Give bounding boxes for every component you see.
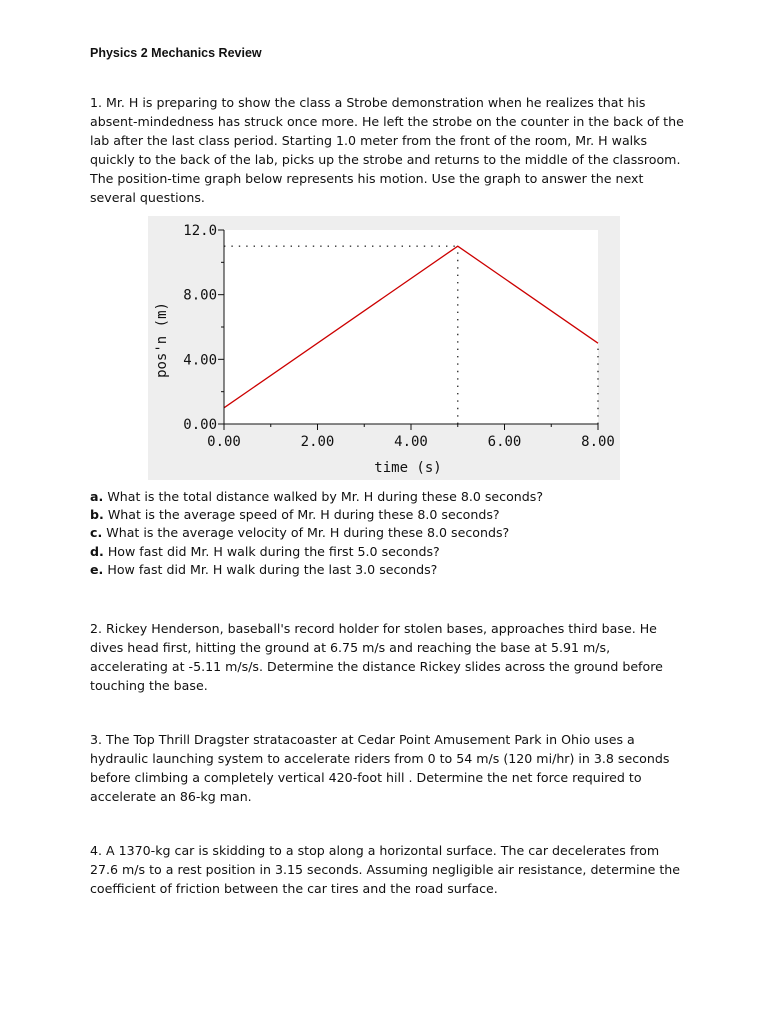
- position-time-chart-svg: [148, 216, 620, 480]
- x-axis-label: time (s): [374, 460, 442, 476]
- subquestion-e: [90, 561, 690, 579]
- subquestion-c: [90, 524, 690, 542]
- y-tick-label: 4.00: [183, 352, 217, 369]
- question-3-text: 3. The Top Thrill Dragster stratacoaster at Cedar Point Amusement Park in Ohio uses a hydraulic launching system to accelerate riders from 0 to 54 m/s (120 mi/hr) in 3.8 seconds before climbing a completely vertical 420-foot hill . Determine the net force required to accelerate an 86-kg man.: [90, 732, 670, 804]
- subquestion-letter: a.: [90, 489, 104, 504]
- y-axis-label: pos'n (m): [154, 302, 170, 378]
- plot-area: [224, 230, 598, 424]
- subquestion-text: How fast did Mr. H walk during the last 3.0 seconds?: [107, 561, 438, 577]
- y-tick-label: 8.00: [183, 287, 217, 304]
- subquestion-b: [90, 506, 690, 524]
- x-tick-label: 0.00: [207, 434, 241, 450]
- subquestion-letter: d.: [90, 543, 104, 559]
- question-4-text: 4. A 1370-kg car is skidding to a stop along a horizontal surface. The car decelerates from 27.6 m/s to a rest position in 3.15 seconds. Assuming negligible air resistance, determine the coefficient of friction between the car tires and the road surface.: [90, 843, 680, 896]
- subquestion-a: [90, 488, 690, 506]
- x-tick-label: 6.00: [487, 434, 522, 450]
- subquestion-text: What is the average velocity of Mr. H during these 8.0 seconds?: [106, 525, 510, 541]
- x-tick-label: 2.00: [300, 434, 335, 450]
- question-1-text: 1. Mr. H is preparing to show the class a Strobe demonstration when he realizes that his absent-mindedness has struck once more. He left the strobe on the counter in the back of the lab after the last class period. Starting 1.0 meter from the front of the room, Mr. H walks quickly to the back of the lab, picks up the strobe and returns to the middle of the classroom. The position-time graph below represents his motion. Use the graph to answer the next several questions.: [90, 95, 684, 205]
- question-2-text: 2. Rickey Henderson, baseball's record holder for stolen bases, approaches third base. He dives head first, hitting the ground at 6.75 m/s and reaching the base at 5.91 m/s, accelerating at -5.11 m/s/s. Determine the distance Rickey slides across the ground before touching the base.: [90, 621, 663, 693]
- question-1-subquestions: [90, 488, 690, 579]
- subquestion-text: What is the total distance walked by Mr. H during these 8.0 seconds?: [107, 489, 544, 504]
- subquestion-letter: c.: [90, 525, 103, 541]
- subquestion-d: [90, 543, 690, 561]
- subquestion-letter: b.: [90, 507, 104, 523]
- page-title: Physics 2 Mechanics Review: [90, 46, 262, 60]
- subquestion-letter: e.: [90, 561, 104, 577]
- y-tick-label: 12.0: [183, 223, 217, 239]
- subquestion-text: What is the average speed of Mr. H during these 8.0 seconds?: [107, 507, 500, 523]
- x-tick-label: 4.00: [394, 434, 428, 450]
- y-tick-label: 0.00: [183, 417, 217, 433]
- x-tick-label: 8.00: [581, 434, 615, 450]
- subquestion-text: How fast did Mr. H walk during the first 5.0 seconds?: [107, 543, 440, 559]
- position-time-chart: [148, 216, 620, 480]
